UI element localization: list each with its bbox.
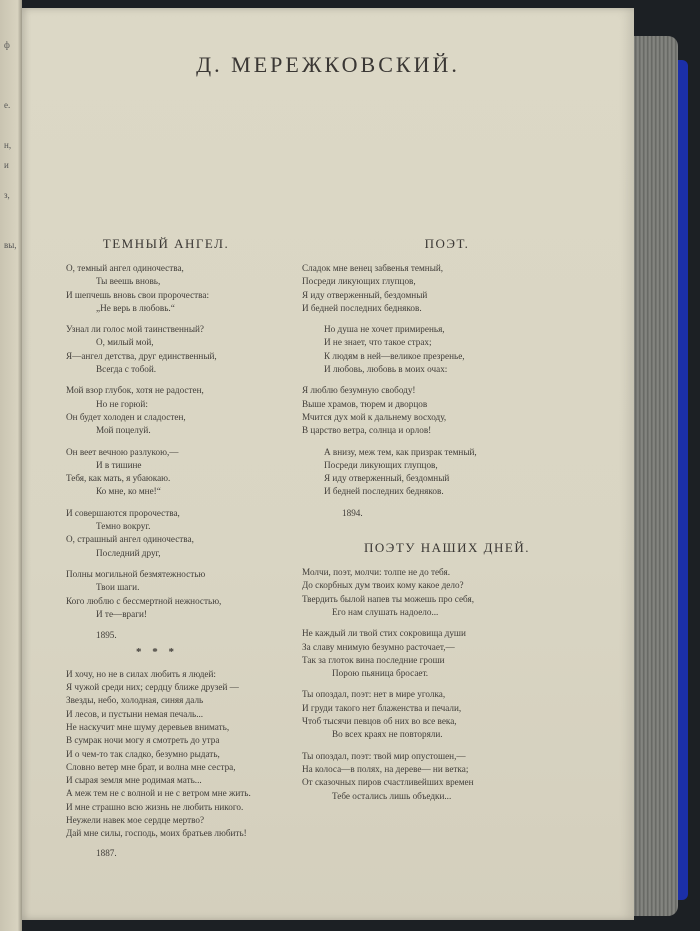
poem-dark-angel [66,262,316,621]
stanza [302,323,592,376]
poem-title-poet: ПОЭТ. [424,236,470,251]
verse-line: И лесов, и пустыни немая печаль... [66,708,204,719]
verse-line: И бедней последних бедняков. [302,302,422,313]
verse-line: До скорбных дум твоих кому какое дело? [302,580,464,591]
section-divider-stars: * * * [136,646,178,659]
verse-line: Ты опоздал, поэт: нет в мире уголка, [302,689,446,700]
verse-line: Посреди ликующих глупцов, [302,276,416,287]
verse-line: О, страшный ангел одиночества, [66,534,194,545]
verse-line: Выше храмов, тюрем и дворцов [302,398,428,409]
verse-line: Молчи, поэт, молчи: толпе не до тебя. [302,567,451,578]
previous-page-fragment: вы, [4,240,17,250]
verse-line: И те—враги! [96,608,147,619]
stanza [66,568,316,621]
verse-line: Всегда с тобой. [96,364,157,375]
verse-line: И любовь, любовь в моих очах: [324,364,448,375]
poem-date: 1887. [96,847,117,858]
verse-line: И в тишине [96,459,142,470]
stanza [66,507,316,560]
verse-line: Но душа не хочет примиренья, [324,324,445,335]
verse-line: А внизу, меж тем, как призрак темный, [324,446,477,457]
verse-line: Последний друг, [96,547,161,558]
verse-line: Твои шаги. [96,582,140,593]
poem-title-poet-of-our-days: ПОЭТУ НАШИХ ДНЕЙ. [363,540,530,556]
previous-page-fragment: з, [4,190,10,200]
verse-line: От сказочных пиров счастливейших времен [302,777,474,788]
verse-line: И совершаются пророчества, [66,507,180,518]
verse-line: Но не горюй: [96,398,148,409]
author-heading: Д. МЕРЕЖКОВСКИЙ. [196,52,460,77]
verse-line: Он веет вечною разлукою,— [66,446,179,457]
verse-line: „Не верь в любовь.“ [96,302,175,313]
verse-line: Он будет холоден и сладостен, [66,411,186,422]
verse-line: Темно вокруг. [96,521,151,532]
verse-line: Посреди ликующих глупцов, [324,459,438,470]
stanza [302,446,592,499]
verse-line: И не знает, что такое страх; [324,337,432,348]
book-page [22,8,634,920]
verse-line: И о чем-то так сладко, безумно рыдать, [66,748,220,759]
stanza [66,446,316,499]
verse-line: И груди такого нет блаженства и печали, [302,702,462,713]
verse-line: А меж тем не с волной и не с ветром мне жить. [66,788,251,799]
verse-line: Не наскучит мне шуму деревьев внимать, [66,721,230,732]
poem-title-dark-angel: ТЕМНЫЙ АНГЕЛ. [102,236,230,251]
verse-line: Дай мне силы, господь, моих братьев любить! [66,828,247,839]
verse-line: Во всех краях не повторяли. [332,729,443,740]
previous-page-fragment: н, [4,140,12,150]
poem-date: 1895. [96,630,117,641]
previous-page-fragment: и [4,160,9,170]
previous-page-fragment: ф [4,40,10,50]
right-column [302,236,592,811]
verse-line: О, темный ангел одиночества, [66,263,184,273]
verse-line: Мой поцелуй. [96,425,151,436]
verse-line: Так за глоток вина последние гроши [302,654,445,665]
verse-line: Я чужой среди них; сердцу ближе друзей — [66,682,239,693]
verse-line: О, милый мой, [96,337,154,348]
stanza [302,688,592,741]
left-column [66,236,316,860]
verse-line: Неужели навек мое сердце мертво? [66,814,205,825]
verse-line: Его нам слушать надоело... [332,606,439,617]
previous-page-edge [0,0,22,931]
verse-line: Я—ангел детства, друг единственный, [66,350,217,361]
stanza [302,384,592,437]
verse-line: Мчится дух мой к дальнему восходу, [302,411,447,422]
verse-line: Кого люблю с бессмертной нежностью, [66,595,222,606]
verse-line: Порою пьяница бросает. [332,668,429,679]
stanza [302,262,592,315]
verse-line: Звезды, небо, холодная, синяя даль [66,695,204,706]
verse-line: Я люблю безумную свободу! [302,385,416,396]
verse-line: К людям в ней—великое презренье, [324,350,465,361]
book-page-edges [632,36,678,916]
verse-line: Полны могильной безмятежностью [66,568,206,579]
stanza [66,384,316,437]
verse-line: И шепчешь вновь свои пророчества: [66,289,210,300]
verse-line: Не каждый ли твой стих сокровища души [302,628,466,639]
book-cover-edge [678,60,688,900]
stanza [302,566,592,619]
verse-line: Тебе остались лишь объедки... [332,790,452,801]
verse-line: В сумрак ночи могу я смотреть до утра [66,735,220,746]
verse-line: Словно ветер мне брат, и волна мне сестра, [66,761,236,772]
stanza [66,323,316,376]
verse-line: Я иду отверженный, бездомный [302,289,428,300]
verse-line: Твердить былой напев ты можешь про себя, [302,593,474,604]
verse-line: Я иду отверженный, бездомный [324,473,450,484]
poem-date: 1894. [342,507,363,518]
verse-line: Узнал ли голос мой таинственный? [66,324,204,335]
stanza [66,262,316,315]
verse-line: В царство ветра, солнца и орлов! [302,425,432,436]
verse-line: Сладок мне венец забвенья темный, [302,263,444,273]
verse-line: Ко мне, ко мне!“ [96,486,161,497]
stanza [302,627,592,680]
stanza [302,750,592,803]
previous-page-fragment: е. [4,100,11,110]
verse-line: И сырая земля мне родимая мать... [66,775,202,786]
verse-line: На колоса—в полях, на дереве— ни ветка; [302,763,469,774]
verse-line: За славу мнимую безумно расточает,— [302,641,455,652]
poem-untitled [66,668,316,841]
verse-line: И мне страшно всю жизнь не любить никого. [66,801,244,812]
verse-line: И бедней последних бедняков. [324,486,444,497]
verse-line: Тебя, как мать, я убаюкаю. [66,473,171,484]
poem-poet-of-our-days [302,566,592,803]
verse-line: Ты веешь вновь, [96,276,161,287]
poem-poet [302,262,592,499]
verse-line: Ты опоздал, поэт: твой мир опустошен,— [302,750,466,761]
verse-line: И хочу, но не в силах любить я людей: [66,668,216,679]
verse-line: Чтоб тысячи певцов об них во все века, [302,716,457,727]
verse-line: Мой взор глубок, хотя не радостен, [66,385,204,396]
